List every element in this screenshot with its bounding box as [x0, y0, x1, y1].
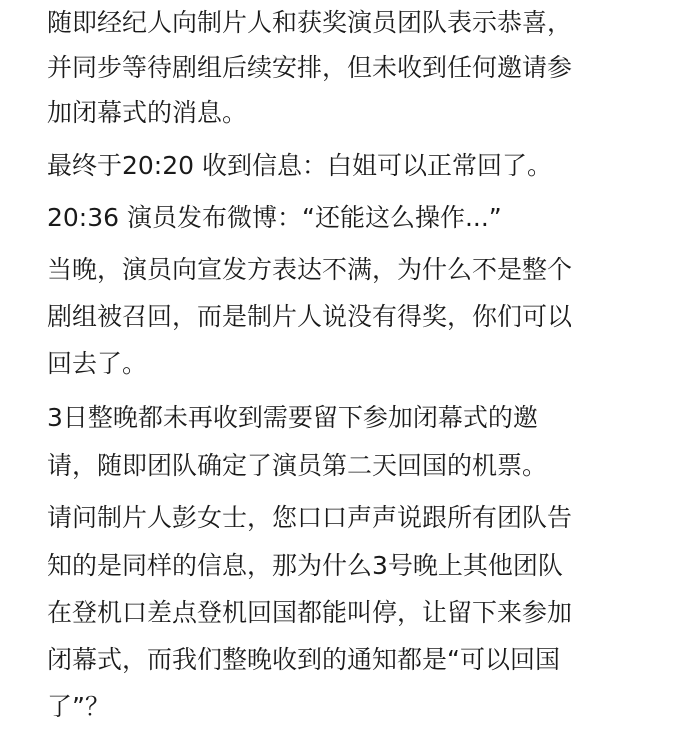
text-line: 当晚，演员向宣发方表达不满，为什么不是整个: [47, 255, 573, 284]
text-line: 请，随即团队确定了演员第二天回国的机票。: [47, 451, 548, 480]
text-line: 在登机口差点登机回国都能叫停，让留下来参加: [47, 598, 573, 627]
text-line: 了”？: [47, 692, 110, 721]
text-line: 剧组被召回，而是制片人说没有得奖，你们可以: [47, 302, 573, 331]
text-line: 并同步等待剧组后续安排，但未收到任何邀请参: [47, 53, 573, 82]
text-line: 20:36 演员发布微博：“还能这么操作...”: [47, 203, 502, 232]
text-line: 3日整晚都未再收到需要留下参加闭幕式的邀: [47, 403, 538, 432]
text-line: 知的是同样的信息，那为什么3号晚上其他团队: [47, 551, 563, 580]
text-line: 加闭幕式的消息。: [47, 98, 248, 127]
text-line: 闭幕式，而我们整晚收到的通知都是“可以回国: [47, 645, 560, 674]
text-line: 请问制片人彭女士，您口口声声说跟所有团队告: [47, 503, 573, 532]
text-line: 最终于20:20 收到信息：白姐可以正常回了。: [47, 151, 552, 180]
text-line: 回去了。: [47, 349, 148, 378]
text-line: 随即经纪人向制片人和获奖演员团队表示恭喜，: [47, 8, 573, 37]
